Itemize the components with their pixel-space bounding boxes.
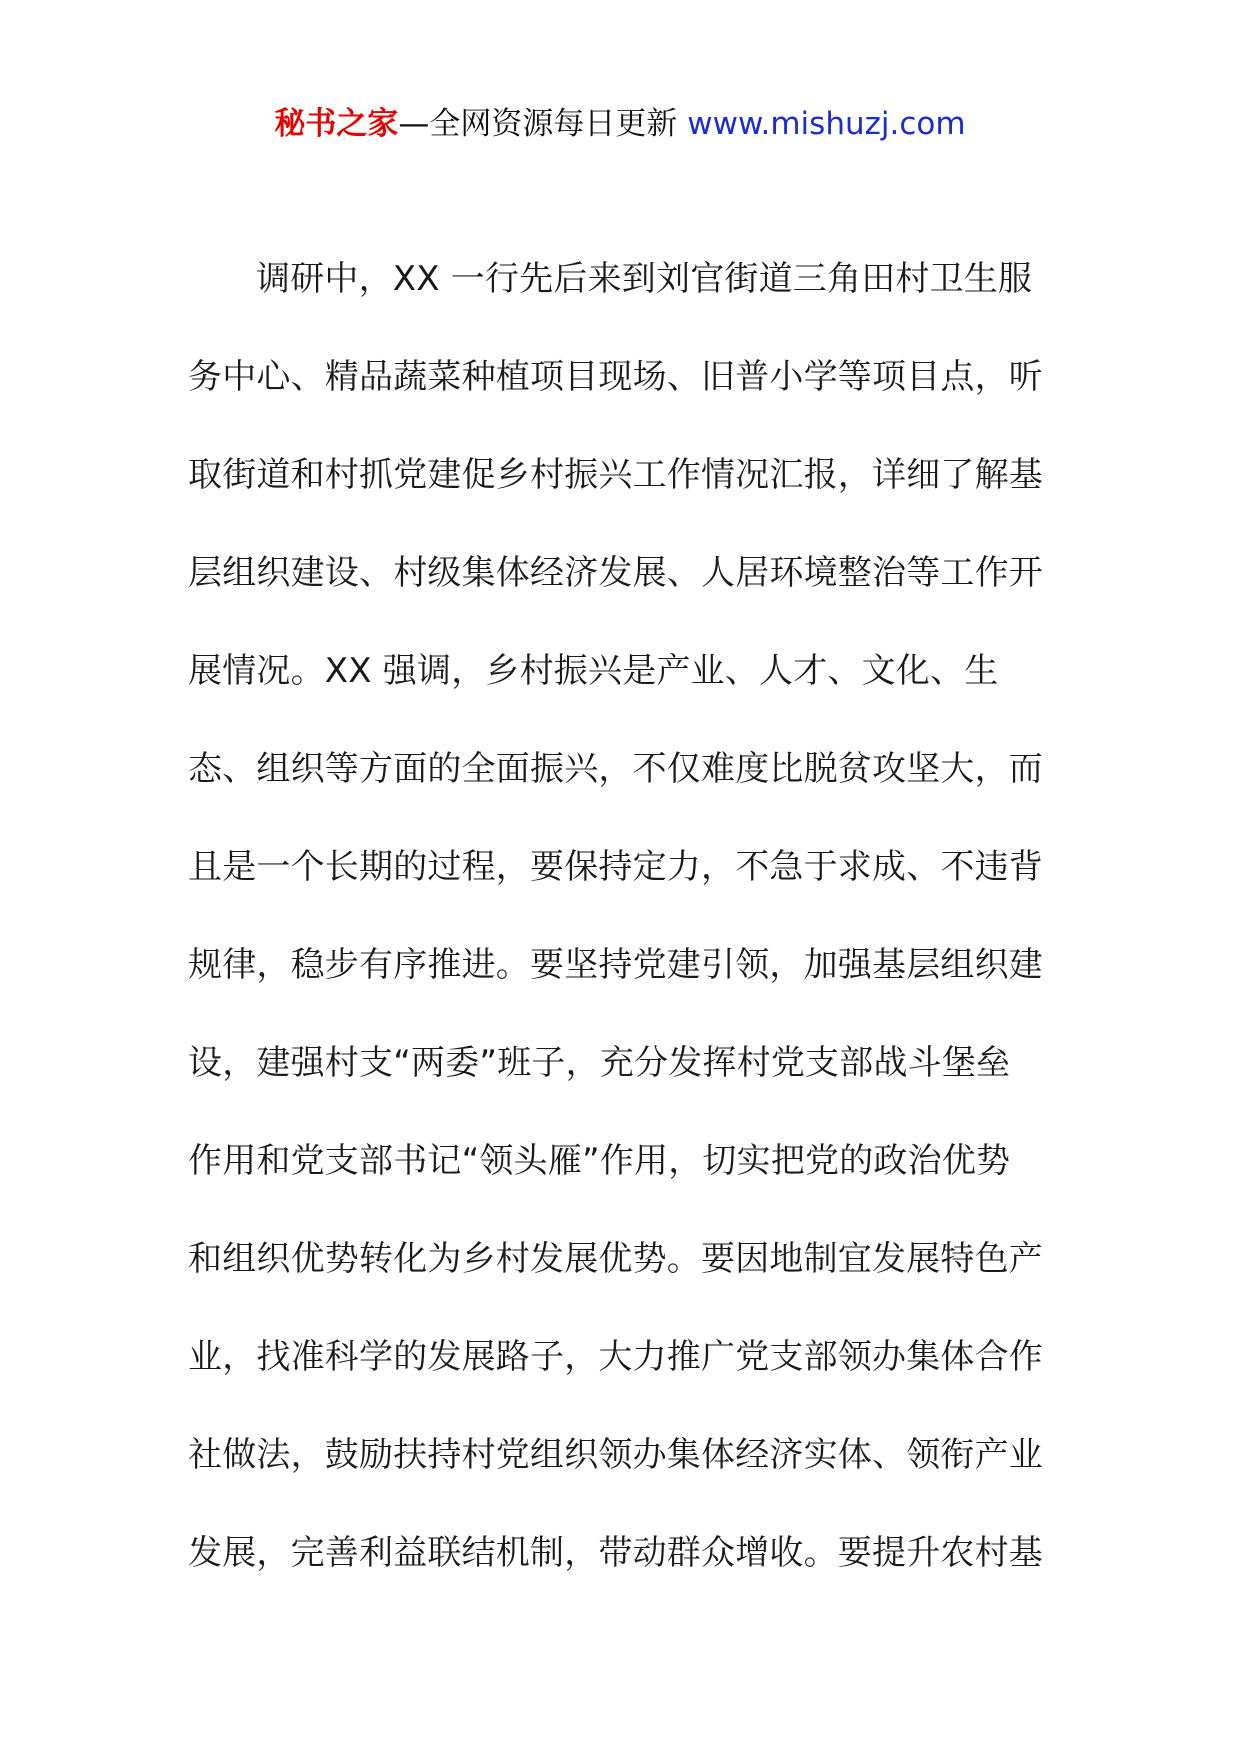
body-line: 规律，稳步有序推进。要坚持党建引领，加强基层组织建 [188, 945, 1043, 985]
website-link[interactable]: www.mishuzj.com [687, 106, 966, 142]
body-line: 社做法，鼓励扶持村党组织领办集体经济实体、领衔产业 [188, 1435, 1043, 1475]
brand-name: 秘书之家 [274, 106, 399, 142]
page-header [0, 100, 1240, 148]
body-line: 发展，完善利益联结机制，带动群众增收。要提升农村基 [188, 1533, 1043, 1573]
document-body [188, 230, 1052, 1602]
body-line: 和组织优势转化为乡村发展优势。要因地制宜发展特色产 [188, 1239, 1043, 1279]
body-line: 展情况。XX 强调，乡村振兴是产业、人才、文化、生 [188, 651, 999, 691]
body-line: 层组织建设、村级集体经济发展、人居环境整治等工作开 [188, 553, 1043, 593]
body-line: 业，找准科学的发展路子，大力推广党支部领办集体合作 [188, 1337, 1043, 1377]
body-line: 设，建强村支“两委”班子，充分发挥村党支部战斗堡垒 [188, 1043, 1011, 1083]
header-tagline: —全网资源每日更新 [398, 106, 688, 142]
body-line: 且是一个长期的过程，要保持定力，不急于求成、不违背 [188, 847, 1043, 887]
body-line: 务中心、精品蔬菜种植项目现场、旧普小学等项目点，听 [188, 357, 1043, 397]
body-line: 态、组织等方面的全面振兴，不仅难度比脱贫攻坚大，而 [188, 749, 1043, 789]
body-line: 作用和党支部书记“领头雁”作用，切实把党的政治优势 [188, 1141, 1011, 1181]
body-line: 调研中，XX 一行先后来到刘官街道三角田村卫生服 [256, 259, 1033, 299]
body-line: 取街道和村抓党建促乡村振兴工作情况汇报，详细了解基 [188, 455, 1043, 495]
